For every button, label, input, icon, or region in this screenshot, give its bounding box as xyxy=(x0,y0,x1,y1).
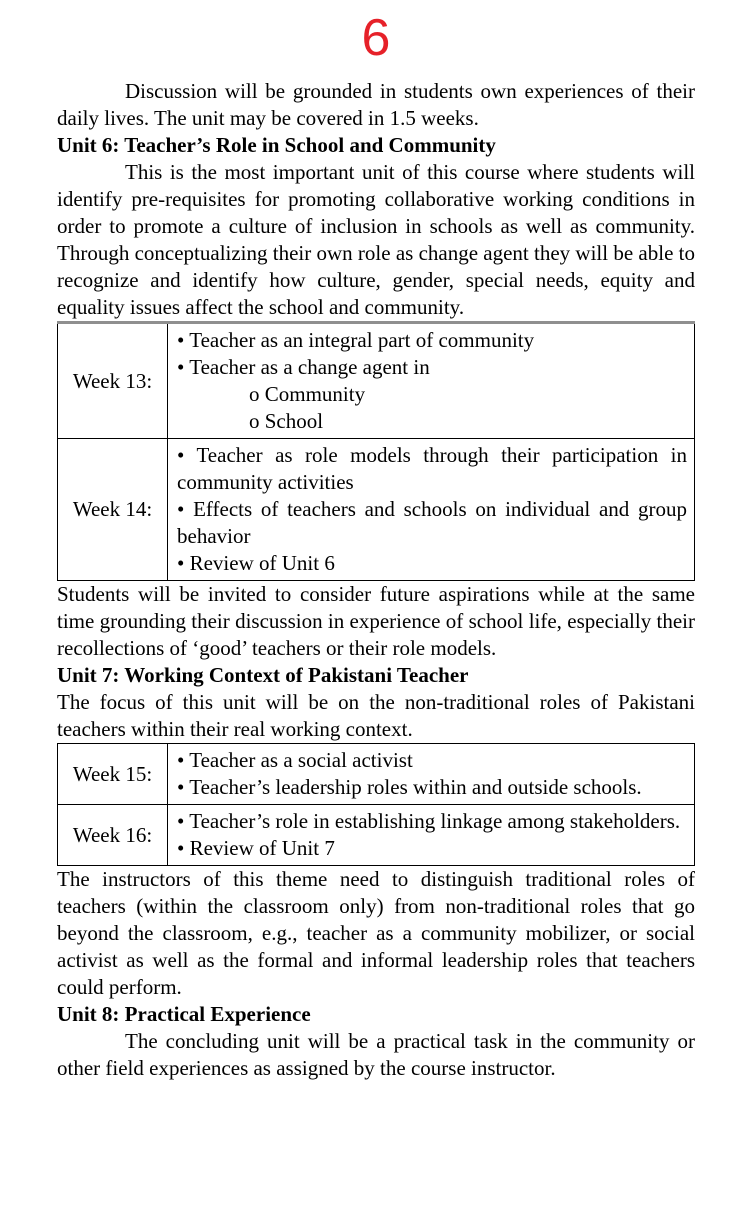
week-label-cell: Week 15: xyxy=(58,744,168,805)
unit7-heading: Unit 7: Working Context of Pakistani Teacher xyxy=(57,663,469,687)
week-label-cell: Week 14: xyxy=(58,439,168,581)
topic-line: • Teacher as a change agent in xyxy=(177,355,430,379)
unit6-heading: Unit 6: Teacher’s Role in School and Community xyxy=(57,133,496,157)
table-row-week14 xyxy=(58,439,695,581)
topic-subline: o Community xyxy=(249,382,366,406)
topic-line: • Teacher as an integral part of community xyxy=(177,328,535,352)
unit6-paragraph: This is the most important unit of this course where students will identify pre-requisites for promoting collaborative working conditions in order to promote a culture of inclusion in schools as well as community. Through conceptualizing their own role as change agent they will be able to recognize and identify how culture, gender, special needs, equity and equality issues affect the school and community. xyxy=(57,160,695,319)
unit7-paragraph: The focus of this unit will be on the non-traditional roles of Pakistani teachers within their real working context. xyxy=(57,690,695,741)
topic-line: • Teacher’s leadership roles within and outside schools. xyxy=(177,775,642,799)
page-number: 6 xyxy=(361,9,391,67)
topic-line: • Effects of teachers and schools on individual and group behavior xyxy=(177,497,687,548)
table-row-week13 xyxy=(58,323,695,439)
week-topics-cell xyxy=(168,323,695,439)
week-topics-cell xyxy=(168,744,695,805)
table-row-week16 xyxy=(58,805,695,866)
intro-paragraph: Discussion will be grounded in students own experiences of their daily lives. The unit may be covered in 1.5 weeks. xyxy=(57,79,695,130)
topic-line: • Teacher’s role in establishing linkage among stakeholders. xyxy=(177,809,681,833)
unit8-heading: Unit 8: Practical Experience xyxy=(57,1002,311,1026)
topic-subline: o School xyxy=(249,409,324,433)
unit8-paragraph: The concluding unit will be a practical task in the community or other field experiences as assigned by the course instructor. xyxy=(57,1029,695,1080)
week-label-cell: Week 13: xyxy=(58,323,168,439)
week-topics-cell xyxy=(168,439,695,581)
week-topics-cell xyxy=(168,805,695,866)
topic-line: • Review of Unit 7 xyxy=(177,836,335,860)
table-row-week15 xyxy=(58,744,695,805)
unit7-closing-paragraph: The instructors of this theme need to distinguish traditional roles of teachers (within the classroom only) from non-traditional roles that go beyond the classroom, e.g., teacher as a community mobilizer, or social activist as well as the formal and informal leadership roles that teachers could perform. xyxy=(57,867,695,999)
unit6-closing-paragraph: Students will be invited to consider future aspirations while at the same time grounding their discussion in experience of school life, especially their recollections of ‘good’ teachers or their role models. xyxy=(57,582,695,660)
unit7-schedule-table xyxy=(57,743,695,866)
week-label-cell: Week 16: xyxy=(58,805,168,866)
topic-line: • Teacher as a social activist xyxy=(177,748,413,772)
topic-line: • Teacher as role models through their participation in community activities xyxy=(177,443,687,494)
unit6-schedule-table xyxy=(57,321,695,581)
topic-line: • Review of Unit 6 xyxy=(177,551,335,575)
